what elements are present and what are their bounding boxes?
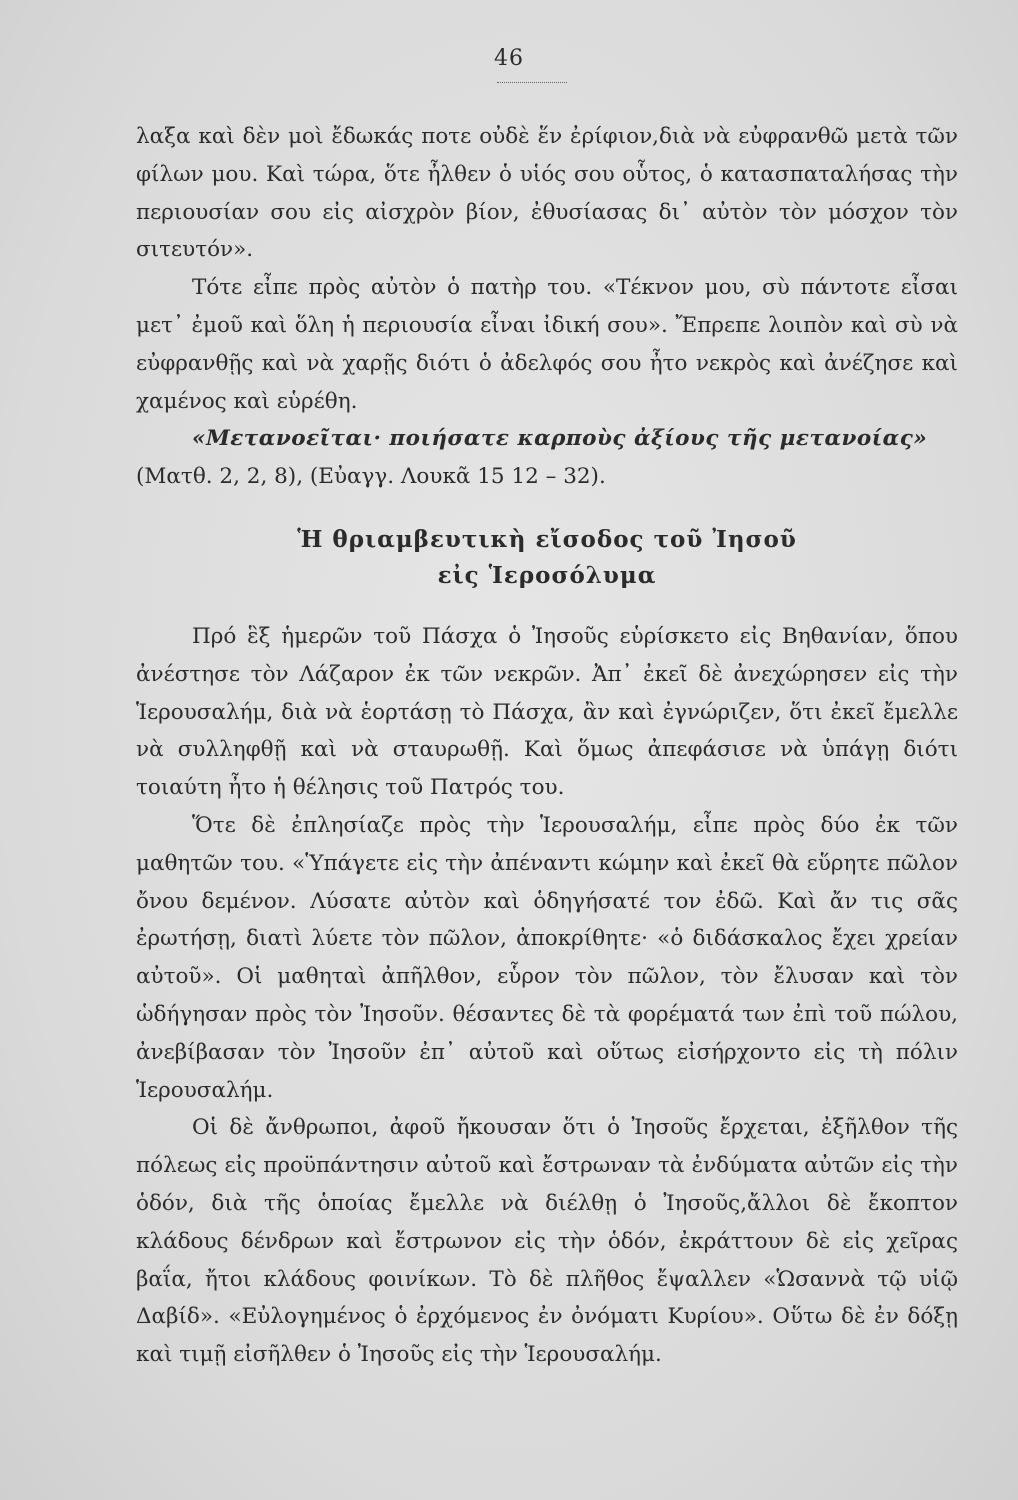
quote-repentance: «Μετανοεῖται· ποιήσατε καρποὺς ἀξίους τῆς μετανοίας» xyxy=(192,426,928,452)
section-title-line-1: Ἡ θριαμβευτικὴ εἴσοδος τοῦ Ἰησοῦ xyxy=(297,525,797,553)
page-number-rule xyxy=(497,82,567,83)
section-title xyxy=(136,522,958,594)
paragraph-disciples-colt: Ὅτε δὲ ἐπλησίαζε πρὸς τὴν Ἱερουσαλήμ, εἶπε πρὸς δύο ἐκ τῶν μαθητῶν του. «Ὑπάγετε εἰς τὴν ἀπέναντι κώμην καὶ ἐκεῖ θὰ εὕρητε πῶλον ὄνου δεμένον. Λύσατε αὐτὸν καὶ ὁδηγήσατέ τον ἐδῶ. Καὶ ἄν τις σᾶς ἐρωτήσῃ, διατὶ λύετε τὸν πῶλον, ἀποκρίθητε· «ὁ διδάσκαλος ἔχει χρείαν αὐτοῦ». Οἱ μαθηταὶ ἀπῆλθον, εὗρον τὸν πῶλον, τὸν ἔλυσαν καὶ τὸν ὡδήγησαν πρὸς τὸν Ἰησοῦν. θέσαντες δὲ τὰ φορέματά των ἐπὶ τοῦ πώλου, ἀνεβίβασαν τὸν Ἰησοῦν ἐπ᾽ αὐτοῦ καὶ οὕτως εἰσήρχοντο εἰς τὴ πόλιν Ἱερουσαλήμ. xyxy=(136,812,958,1103)
paragraph-hosanna: Οἱ δὲ ἄνθρωποι, ἀφοῦ ἤκουσαν ὅτι ὁ Ἰησοῦς ἔρχεται, ἐξῆλθον τῆς πόλεως εἰς προϋπάντησιν αὐτοῦ καὶ ἔστρωναν τὰ ἐνδύματα αὐτῶν εἰς τὴν ὁδόν, διὰ τῆς ὁποίας ἔμελλε νὰ διέλθῃ ὁ Ἰησοῦς,ἄλλοι δὲ ἔκοπτον κλάδους δένδρων καὶ ἔστρωνον εἰς τὴν ὁδόν, ἐκράττουν δὲ εἰς χεῖρας βαΐα, ἤτοι κλάδους φοινίκων. Τὸ δὲ πλῆθος ἔψαλλεν «Ὡσαννὰ τῷ υἱῷ Δαβίδ». «Εὐλογημένος ὁ ἐρχόμενος ἐν ὀνόματι Κυρίου». Οὕτω δὲ ἐν δόξῃ καὶ τιμῇ εἰσῆλθεν ὁ Ἰησοῦς εἰς τὴν Ἱερουσαλήμ. xyxy=(136,1115,958,1368)
paragraph-father-reply: Τότε εἶπε πρὸς αὐτὸν ὁ πατὴρ του. «Τέκνον μου, σὺ πάντοτε εἶσαι μετ᾽ ἐμοῦ καὶ ὅλη ἡ περιουσία εἶναι ἰδική σου». Ἔπρεπε λοιπὸν καὶ σὺ νὰ εὐφρανθῇς καὶ νὰ χαρῇς διότι ὁ ἀδελφός σου ἦτο νεκρὸς καὶ ἀνέζησε καὶ χαμένος καὶ εὑρέθη. xyxy=(136,275,958,414)
page-number: 46 xyxy=(494,46,524,71)
scripture-reference: (Ματθ. 2, 2, 8), (Εὐαγγ. Λουκᾶ 15 12 – 32). xyxy=(136,464,606,490)
paragraph-bethany: Πρό ἓξ ἡμερῶν τοῦ Πάσχα ὁ Ἰησοῦς εὑρίσκετο εἰς Βηθανίαν, ὅπου ἀνέστησε τὸν Λάζαρον ἐκ τῶν νεκρῶν. Ἀπ᾽ ἐκεῖ δὲ ἀνεχώρησεν εἰς τὴν Ἱερουσαλήμ, διὰ νὰ ἑορτάσῃ τὸ Πάσχα, ἂν καὶ ἐγνώριζεν, ὅτι ἐκεῖ ἔμελλε νὰ συλληφθῇ καὶ νὰ σταυρωθῇ. Καὶ ὅμως ἀπεφάσισε νὰ ὑπάγῃ διότι τοιαύτη ἦτο ἡ θέλησις τοῦ Πατρός του. xyxy=(136,623,958,801)
paragraph-prodigal-son-end: λαξα καὶ δὲν μοὶ ἔδωκάς ποτε οὐδὲ ἕν ἐρίφιον,διὰ νὰ εὐφρανθῶ μετὰ τῶν φίλων μου. Καὶ τώρα, ὅτε ἦλθεν ὁ υἱός σου οὗτος, ὁ κατασπαταλήσας τὴν περιουσίαν σου εἰς αἰσχρὸν βίον, ἐθυσίασας δι᾽ αὐτὸν τὸν μόσχον τὸν σιτευτόν». xyxy=(136,124,958,263)
page-body xyxy=(136,118,958,1374)
section-title-line-2: εἰς Ἱεροσόλυμα xyxy=(437,561,657,589)
